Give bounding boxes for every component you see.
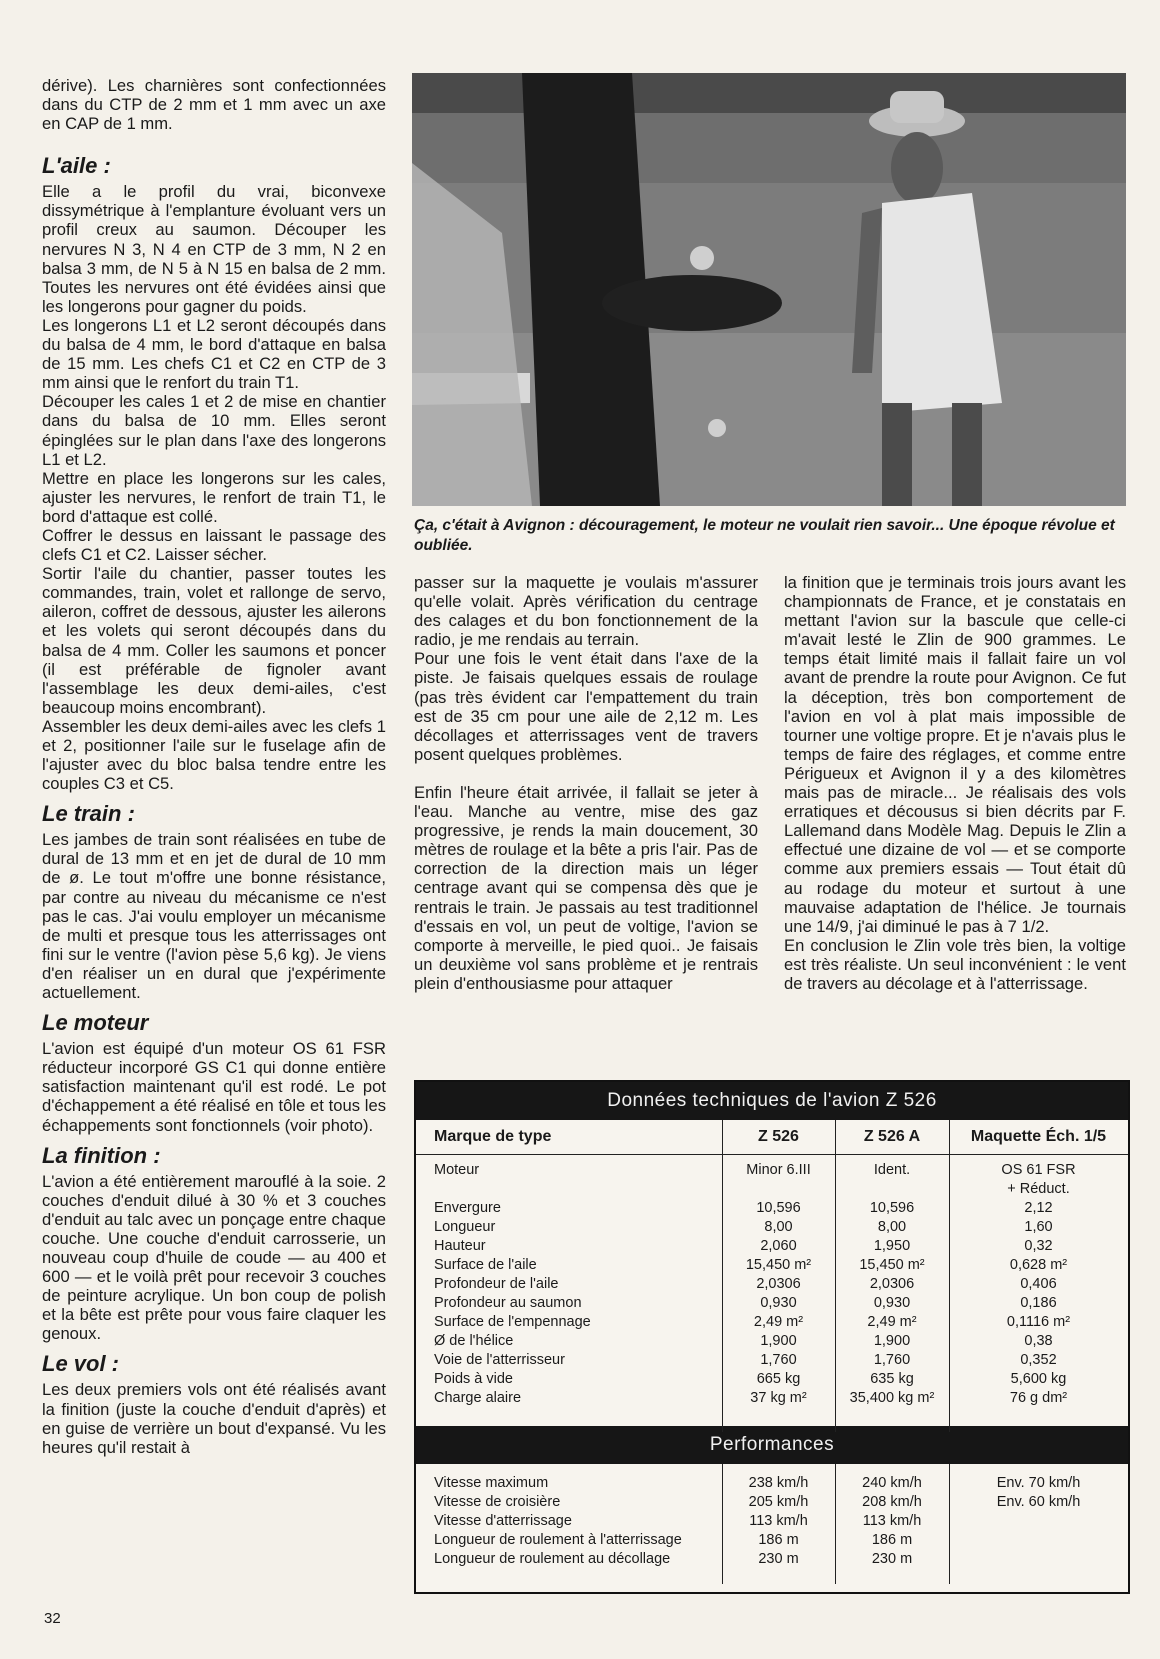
cell: 238 km/h	[748, 1475, 809, 1491]
cell: 2,49 m²	[867, 1314, 917, 1330]
table-body	[416, 1120, 1128, 1416]
cell: 0,352	[1020, 1352, 1057, 1368]
row-label: Longueur de roulement à l'atterrissage	[434, 1532, 682, 1548]
row-label: Vitesse maximum	[434, 1475, 549, 1491]
section-title-train: Le train :	[42, 801, 135, 827]
performances-body	[416, 1464, 1128, 1569]
cell: 2,49 m²	[753, 1314, 804, 1330]
table-header-row	[416, 1120, 1128, 1155]
row-label: Poids à vide	[434, 1371, 513, 1387]
row-label: Ø de l'hélice	[434, 1333, 514, 1349]
header-cell: Z 526 A	[863, 1128, 921, 1145]
cell: 186 m	[758, 1532, 799, 1548]
cell: 0,628 m²	[1009, 1257, 1068, 1273]
section-title-moteur: Le moteur	[42, 1010, 149, 1036]
cell: 635 kg	[870, 1371, 914, 1387]
header-cell: Z 526	[758, 1128, 799, 1145]
cell: 1,760	[760, 1352, 797, 1368]
cell: 1,900	[873, 1333, 911, 1349]
right-paragraph: la finition que je terminais trois jours avant les championnats de France, et je constatais en mettant l'avion sur la bascule que celle-ci m'avait lesté le Zlin de 900 grammes. Le temps était limité mais il fallait faire un vol avant de prendre la route pour Avignon. Ce fut la déception, très bon comportement de l'avion en vol à plat mais impossible de tourner une voltige propre. Et je n'avais plus le temps de faire des réglages, et comme entre Périgueux et Avignon il y a des kilomètres mais pas de miracle... Je réalisais des vols erratiques et décousus si bien décrits par F. Lallemand dans Modèle Mag. Depuis le Zlin a effectué une dizaine de vol — et se comporte comme aux premiers essais — Tout était dû au rodage du moteur et surtout à une mauvaise adaptation de l'hélice. Je tournais une 14/9, j'ai diminué le pas à 7 1/2.	[784, 573, 1126, 936]
cell-line: OS 61 FSR	[1001, 1162, 1076, 1178]
cell: 208 km/h	[862, 1494, 922, 1510]
middle-paragraph: Pour une fois le vent était dans l'axe de la piste. Je faisais quelques essais de roulage (pas très évident car l'empattement du train est de 35 cm pour une aile de 2,12 m. Les décollages et atterrissages vent de travers posent quelques problèmes.	[414, 649, 758, 764]
left-column	[42, 76, 386, 1457]
cell: 76 g dm²	[1009, 1390, 1068, 1406]
table-row	[416, 1389, 1128, 1408]
cell: 0,186	[1020, 1295, 1057, 1311]
cell: 10,596	[869, 1200, 915, 1216]
cell: Ident.	[873, 1162, 911, 1178]
cell: 205 km/h	[748, 1494, 809, 1510]
middle-paragraph: Enfin l'heure était arrivée, il fallait se jeter à l'eau. Manche au ventre, mise des gaz progressive, je rends la main doucement, 30 mètres de roulage et la bête a pris l'air. Pas de correction de la direction mais un léger centrage avant qui se compensa dès que je rentrais le train. Je passais au test traditionnel d'essais en vol, un peut de voltige, l'avion se comporte à merveille, le pied quoi.. Je faisais un deuxième vol sans problème et je rentrais plein d'enthousiasme pour attaquer	[414, 782, 758, 993]
cell: Minor 6.III	[746, 1162, 811, 1178]
aile-paragraph: Sortir l'aile du chantier, passer toutes les commandes, train, volet et rallonge de servo, aileron, coffret de dessous, ajuster les ailerons et les volets qui seront découpés dans du balsa de 4 mm. Coller les saumons et poncer (il est préférable de fignoler avant l'assemblage les deux demi-ailes, c'est beaucoup moins encombrant).	[42, 564, 386, 717]
cell: 10,596	[756, 1200, 801, 1216]
cell: 1,950	[873, 1238, 911, 1254]
cell: 230 m	[758, 1551, 799, 1567]
cell	[949, 1512, 1128, 1531]
table-row	[416, 1351, 1128, 1370]
table-row	[416, 1313, 1128, 1332]
cell: 2,060	[760, 1238, 797, 1254]
table-row	[416, 1493, 1128, 1512]
section-title-finition: La finition :	[42, 1142, 161, 1168]
perf-rows	[416, 1474, 1128, 1569]
cell: Env. 60 km/h	[996, 1494, 1081, 1510]
vol-paragraph: Les deux premiers vols ont été réalisés avant la finition (juste la couche d'enduit d'après) et en guise de verrière un bout d'expansé. Vu les heures qu'il restait à	[42, 1380, 386, 1457]
cell: 240 km/h	[862, 1475, 922, 1491]
row-label: Vitesse de croisière	[434, 1494, 561, 1510]
cell: 2,0306	[869, 1276, 915, 1292]
cell	[949, 1161, 1128, 1199]
row-label: Vitesse d'atterrissage	[434, 1513, 572, 1529]
cell: 230 m	[871, 1551, 913, 1567]
table-row	[416, 1161, 1128, 1199]
cell: 1,760	[873, 1352, 911, 1368]
cell	[949, 1550, 1128, 1569]
aile-paragraph: Coffrer le dessus en laissant le passage des clefs C1 et C2. Laisser sécher.	[42, 525, 386, 565]
table-row	[416, 1218, 1128, 1237]
cell: 113 km/h	[749, 1513, 808, 1529]
train-paragraph: Les jambes de train sont réalisées en tube de dural de 13 mm et en jet de dural de 10 mm de ø. Le tout m'offre une bonne résistance, par contre au niveau du mécanisme ce n'est pas le cas. J'ai voulu employer un mécanisme de multi et presque tous les atterrissages ont fini sur le ventre (l'avion pèse 5,6 kg). Je viens d'en réaliser un en dural que j'expérimente actuellement.	[42, 830, 386, 1003]
middle-paragraph: passer sur la maquette je voulais m'assurer qu'elle volait. Après vérification du centrage des calages et du bon fonctionnement de la radio, je me rendais au terrain.	[414, 573, 758, 650]
row-label: Charge alaire	[434, 1390, 522, 1406]
intro-paragraph: dérive). Les charnières sont confectionnées dans du CTP de 2 mm et 1 mm avec un axe en CAP de 1 mm.	[42, 76, 386, 134]
cell-line: + Réduct.	[1007, 1181, 1070, 1197]
right-column	[784, 573, 1126, 993]
photo-caption: Ça, c'était à Avignon : découragement, le moteur ne voulait rien savoir... Une époque révolue et oubliée.	[414, 517, 1115, 554]
cell: 113 km/h	[862, 1513, 922, 1529]
table-row	[416, 1512, 1128, 1531]
row-label: Longueur de roulement au décollage	[434, 1551, 671, 1567]
header-cell: Marque de type	[434, 1128, 552, 1145]
cell: Env. 70 km/h	[996, 1475, 1081, 1491]
avignon-photo	[412, 73, 1126, 506]
table-row	[416, 1294, 1128, 1313]
row-label: Longueur	[434, 1219, 496, 1235]
cell: 15,450 m²	[745, 1257, 812, 1273]
aile-paragraph: Les longerons L1 et L2 seront découpés dans du balsa de 4 mm, le bord d'attaque en balsa de 15 mm. Les chefs C1 et C2 en CTP de 3 mm ainsi que le renfort du train T1.	[42, 315, 386, 393]
row-label: Profondeur au saumon	[434, 1295, 582, 1311]
cell: 5,600 kg	[1010, 1371, 1067, 1387]
section-title-aile: L'aile :	[42, 153, 111, 179]
cell: 35,400 kg m²	[849, 1390, 935, 1406]
row-label: Profondeur de l'aile	[434, 1276, 559, 1292]
table-row	[416, 1370, 1128, 1389]
row-label: Voie de l'atterrisseur	[434, 1352, 565, 1368]
cell: 8,00	[764, 1219, 793, 1235]
cell: 15,450 m²	[859, 1257, 925, 1273]
cell: 2,12	[1024, 1200, 1053, 1216]
row-label: Envergure	[434, 1200, 501, 1216]
table-row	[416, 1550, 1128, 1569]
header-cell: Maquette Éch. 1/5	[970, 1128, 1107, 1145]
table-title: Données techniques de l'avion Z 526	[416, 1082, 1128, 1120]
table-row	[416, 1199, 1128, 1218]
cell: 0,930	[873, 1295, 911, 1311]
row-label: Hauteur	[434, 1238, 486, 1254]
section-title-vol: Le vol :	[42, 1351, 120, 1377]
photo-illustration	[412, 73, 1126, 506]
aile-paragraph: Assembler les deux demi-ailes avec les clefs 1 et 2, positionner l'aile sur le fuselage afin de l'ajuster avec du bloc balsa tendre entre les couples C3 et C5.	[42, 716, 386, 794]
cell: 8,00	[877, 1219, 907, 1235]
aile-paragraph: Découper les cales 1 et 2 de mise en chantier dans du balsa de 10 mm. Elles seront épinglées sur le plan dans l'axe des longerons L1 et L2.	[42, 392, 386, 469]
cell: 0,1116 m²	[1006, 1314, 1071, 1330]
cell	[949, 1531, 1128, 1550]
table-row	[416, 1237, 1128, 1256]
page-number: 32	[44, 1610, 61, 1627]
cell: 37 kg m²	[750, 1390, 807, 1406]
table-row	[416, 1332, 1128, 1351]
table-row	[416, 1275, 1128, 1294]
moteur-paragraph: L'avion est équipé d'un moteur OS 61 FSR réducteur incorporé GS C1 qui donne entière satisfaction maintenant qu'il est rodé. Le pot d'échappement a été réalisé en tôle et tous les échappements sont fonctionnels (voir photo).	[42, 1039, 386, 1135]
row-label: Moteur	[434, 1162, 480, 1178]
row-label: Surface de l'empennage	[434, 1314, 591, 1330]
aile-paragraph: Mettre en place les longerons sur les cales, ajuster les nervures, le renfort de train T1, le bord d'attaque est collé.	[42, 468, 386, 526]
finition-paragraph: L'avion a été entièrement marouflé à la soie. 2 couches d'enduit dilué à 30 % et 3 couches d'enduit au talc avec un ponçage entre chaque couche. Une couche d'enduit carrosserie, un nouveau coup d'huile de coude — au 400 et 600 — et le voilà prêt pour recevoir 3 couches de peinture acrylique. Un bon coup de polish et la bête est prête pour vous faire claquer les genoux.	[42, 1171, 386, 1344]
cell: 0,38	[1024, 1333, 1053, 1349]
table-row	[416, 1474, 1128, 1493]
cell: 1,60	[1024, 1219, 1053, 1235]
cell: 665 kg	[756, 1371, 801, 1387]
row-label: Surface de l'aile	[434, 1257, 537, 1273]
right-paragraph: En conclusion le Zlin vole très bien, la voltige est très réaliste. Un seul inconvénient : le vent de travers au décolage et à l'atterrissage.	[784, 935, 1126, 993]
cell: 2,0306	[756, 1276, 801, 1292]
cell: 0,930	[760, 1295, 797, 1311]
cell: 0,406	[1020, 1276, 1057, 1292]
technical-data-table	[414, 1080, 1130, 1594]
table-row	[416, 1531, 1128, 1550]
cell: 186 m	[871, 1532, 913, 1548]
middle-column	[414, 573, 758, 993]
aile-paragraph: Elle a le profil du vrai, biconvexe dissymétrique à l'emplanture évoluant vers un profil creux au saumon. Découper les nervures N 3, N 4 en CTP de 3 mm, N 2 en balsa 3 mm, de N 5 à N 15 en balsa de 2 mm. Toutes les nervures ont été évidées ainsi que les longerons pour gagner du poids.	[42, 182, 386, 316]
cell: 0,32	[1024, 1238, 1053, 1254]
table-row	[416, 1256, 1128, 1275]
spec-rows	[416, 1199, 1128, 1408]
cell: 1,900	[760, 1333, 797, 1349]
performances-title: Performances	[416, 1426, 1128, 1464]
